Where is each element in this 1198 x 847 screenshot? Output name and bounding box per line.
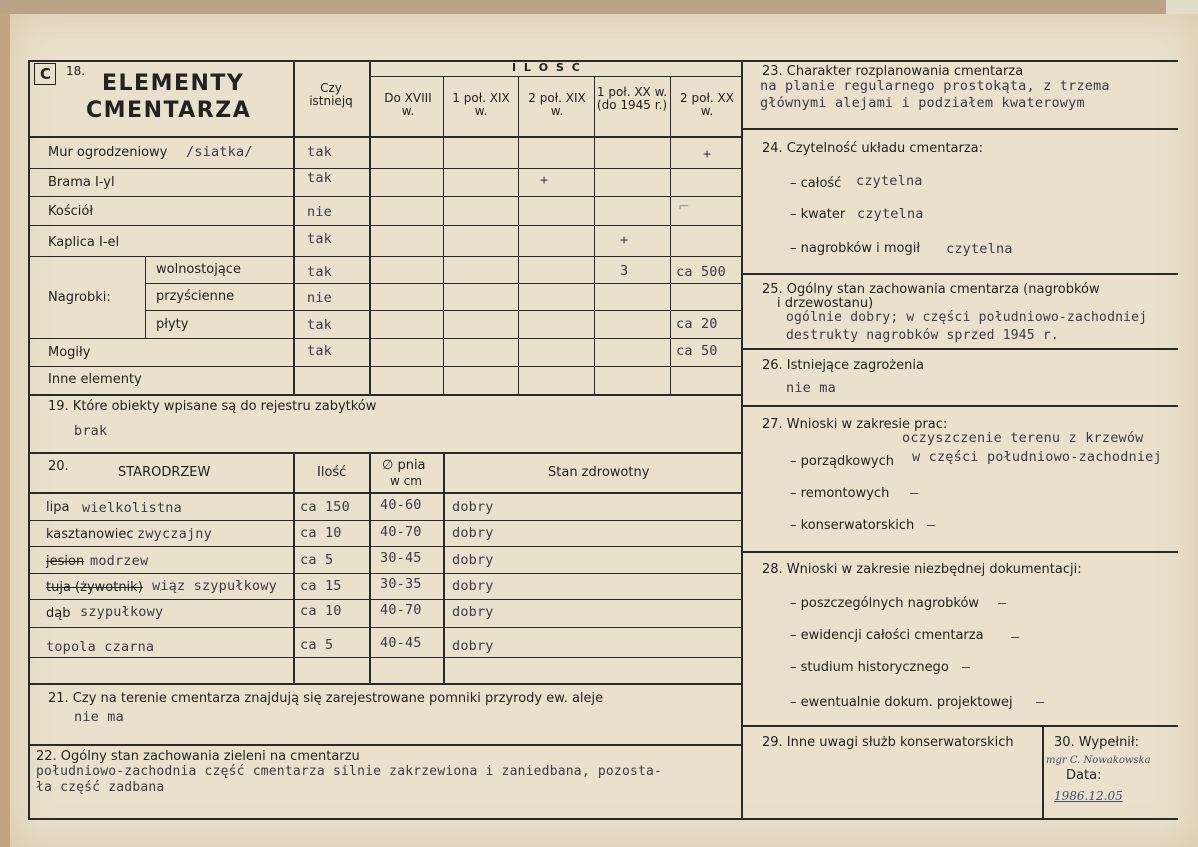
section-25-label-1: 25. Ogólny stan zachowania cmentarza (nagrobków <box>762 282 1100 297</box>
tree-diam: 40-70 <box>380 602 422 618</box>
tree-qty: ca 10 <box>300 525 342 541</box>
row-plyty-label: płyty <box>156 317 189 332</box>
tree-printed: kasztanowiec <box>46 527 134 542</box>
section-27-item-label: – remontowych <box>790 486 890 501</box>
nagrobki-label: Nagrobki: <box>48 290 111 305</box>
section-24-item-value: czytelna <box>857 206 924 222</box>
section-c-letter: C <box>40 65 52 83</box>
section-27-item-value: – <box>927 517 936 533</box>
tree-state: dobry <box>452 499 494 515</box>
section-28-item-value: – <box>1011 629 1020 645</box>
section-27-item-label: – konserwatorskich <box>790 518 915 533</box>
section-23-label: 23. Charakter rozplanowania cmentarza <box>762 64 1024 79</box>
row-kosciol-exists: nie <box>307 204 332 220</box>
tree-typed: topola czarna <box>46 639 155 655</box>
section-30-label: 30. Wypełnił: <box>1054 735 1139 750</box>
section-23-value-1: na planie regularnego prostokąta, z trzema <box>760 78 1110 94</box>
tree-diam: 40-45 <box>380 635 422 651</box>
section-21-label: 21. Czy na terenie cmentarza znajdują się zarejestrowane pomniki przyrody ew. aleje <box>48 691 604 706</box>
col-pnia-header-1: ∅ pnia <box>382 458 426 473</box>
section-29-label: 29. Inne uwagi służb konserwatorskich <box>762 735 1014 750</box>
row-brama-exists: tak <box>307 170 332 186</box>
period-header-5: 2 poł. XX w. <box>680 91 734 118</box>
row-mogily-label: Mogiły <box>48 345 91 360</box>
tree-state: dobry <box>452 604 494 620</box>
section-19-value: brak <box>74 423 108 439</box>
tree-state: dobry <box>452 552 494 568</box>
section-28-item-label: – ewidencji całości cmentarza <box>790 628 984 643</box>
row-przys-exists: nie <box>307 290 332 306</box>
col-exists-header: Czy istniejq <box>309 81 353 108</box>
tree-diam: 40-70 <box>380 524 422 540</box>
tree-qty: ca 15 <box>300 578 342 594</box>
row-mur-note: /siatka/ <box>186 144 253 160</box>
row-mur-exists: tak <box>307 144 332 160</box>
row-mur-p5: + <box>703 146 712 162</box>
section-28-item-label: – poszczególnych nagrobków <box>790 596 980 611</box>
tree-typed: wiąz szypułkowy <box>152 578 277 594</box>
date-value: 1986.12.05 <box>1054 789 1123 803</box>
row-wolno-p4: 3 <box>620 263 629 279</box>
tree-typed: zwyczajny <box>137 526 212 542</box>
section-21-value: nie ma <box>74 709 124 725</box>
row-kaplica-p4: + <box>620 232 629 248</box>
row-brama-label: Brama I-yl <box>48 175 115 190</box>
tree-state: dobry <box>452 525 494 541</box>
section-24-label: 24. Czytelność układu cmentarza: <box>762 141 984 156</box>
tree-diam: 30-35 <box>380 576 422 592</box>
signature: mgr C. Nowakowska <box>1046 755 1151 766</box>
col-stan-header: Stan zdrowotny <box>548 465 650 480</box>
section-28-label: 28. Wnioski w zakresie niezbędnej dokumentacji: <box>762 562 1082 577</box>
section-27-label: 27. Wnioski w zakresie prac: <box>762 417 948 432</box>
period-header-1: Do XVIII w. <box>384 91 432 118</box>
section-28-item-value: – <box>998 595 1007 611</box>
section-27-item-value: – <box>910 485 919 501</box>
section-24-item-label: – nagrobków i mogił <box>790 241 921 256</box>
tree-printed: tuja (żywotnik) <box>46 580 143 595</box>
tree-qty: ca 150 <box>300 499 350 515</box>
row-plyty-exists: tak <box>307 317 332 333</box>
section-24-item-label: – kwater <box>790 207 846 222</box>
section-28-item-value: – <box>962 659 971 675</box>
date-label: Data: <box>1066 768 1102 783</box>
tree-typed: modrzew <box>90 553 149 569</box>
tree-typed: szypułkowy <box>80 604 164 620</box>
section-24-item-value: czytelna <box>856 173 923 189</box>
row-mogily-exists: tak <box>307 343 332 359</box>
elements-title-1: ELEMENTY <box>102 71 245 96</box>
row-kaplica-label: Kaplica I-el <box>48 235 120 250</box>
tree-qty: ca 5 <box>300 552 334 568</box>
col-pnia-header-2: w cm <box>390 474 422 488</box>
tree-state: dobry <box>452 638 494 654</box>
section-28-item-value: – <box>1036 694 1045 710</box>
section-24-item-value: czytelna <box>946 241 1013 257</box>
tree-printed: dąb <box>46 606 71 621</box>
section-24-item-label: – całość <box>790 176 842 191</box>
section-27-item-label: – porządkowych <box>790 454 894 469</box>
section-20-number: 20. <box>48 459 69 474</box>
section-25-label-2: i drzewostanu) <box>777 296 874 311</box>
starodrzew-header: STARODRZEW <box>118 465 211 480</box>
row-plyty-p5: ca 20 <box>676 316 718 332</box>
period-header-4: 1 poł. XX w. (do 1945 r.) <box>596 85 668 112</box>
period-header-2: 1 poł. XIX w. <box>452 91 510 118</box>
tree-diam: 30-45 <box>380 550 422 566</box>
row-wolno-label: wolnostojące <box>156 262 241 277</box>
top-edge <box>0 0 1198 14</box>
section-25-value-1: ogólnie dobry; w części południowo-zachodniej <box>786 310 1148 325</box>
section-23-value-2: głównymi alejami i podziałem kwaterowym <box>760 95 1085 111</box>
section-26-label: 26. Istniejące zagrożenia <box>762 358 924 373</box>
row-kaplica-exists: tak <box>307 231 332 247</box>
row-kosciol-p5: ⌐ <box>678 199 690 215</box>
section-28-item-label: – ewentualnie dokum. projektowej <box>790 695 1013 710</box>
row-mogily-p5: ca 50 <box>676 343 718 359</box>
section-28-item-label: – studium historycznego <box>790 660 949 675</box>
elements-title-2: CMENTARZA <box>86 98 252 123</box>
period-header-3: 2 poł. XIX w. <box>528 91 586 118</box>
ilosc-header: I L O Ś Ć <box>512 61 582 74</box>
row-wolno-exists: tak <box>307 264 332 280</box>
section-27-typed-1: oczyszczenie terenu z krzewów <box>902 430 1144 446</box>
tree-diam: 40-60 <box>380 497 422 513</box>
tree-printed: lipa <box>46 500 70 515</box>
section-22-value-2: ła część zadbana <box>36 780 165 795</box>
row-wolno-p5: ca 500 <box>676 264 726 280</box>
section-27-item-value: w części południowo-zachodniej <box>912 449 1162 465</box>
tree-printed: jesion <box>46 554 85 569</box>
left-edge <box>0 14 10 847</box>
row-przys-label: przyścienne <box>156 289 235 304</box>
row-mur-label: Mur ogrodzeniowy <box>48 145 168 160</box>
tree-typed: wielkolistna <box>82 500 182 516</box>
section-18-number: 18. <box>66 64 86 78</box>
col-ilosc-header: Ilość <box>317 465 347 480</box>
section-22-value-1: południowo-zachodnia część cmentarza silnie zakrzewiona i zaniedbana, pozosta- <box>36 764 663 779</box>
section-25-value-2: destrukty nagrobków sprzed 1945 r. <box>786 328 1059 343</box>
row-kosciol-label: Kościół <box>48 204 94 219</box>
tree-qty: ca 5 <box>300 637 334 653</box>
row-inne-label: Inne elementy <box>48 372 142 387</box>
section-19-label: 19. Które obiekty wpisane są do rejestru zabytków <box>48 399 377 414</box>
section-26-value: nie ma <box>786 380 836 396</box>
tree-state: dobry <box>452 578 494 594</box>
tree-qty: ca 10 <box>300 603 342 619</box>
row-brama-p3: + <box>540 172 549 188</box>
section-22-label: 22. Ogólny stan zachowania zieleni na cmentarzu <box>36 749 360 764</box>
